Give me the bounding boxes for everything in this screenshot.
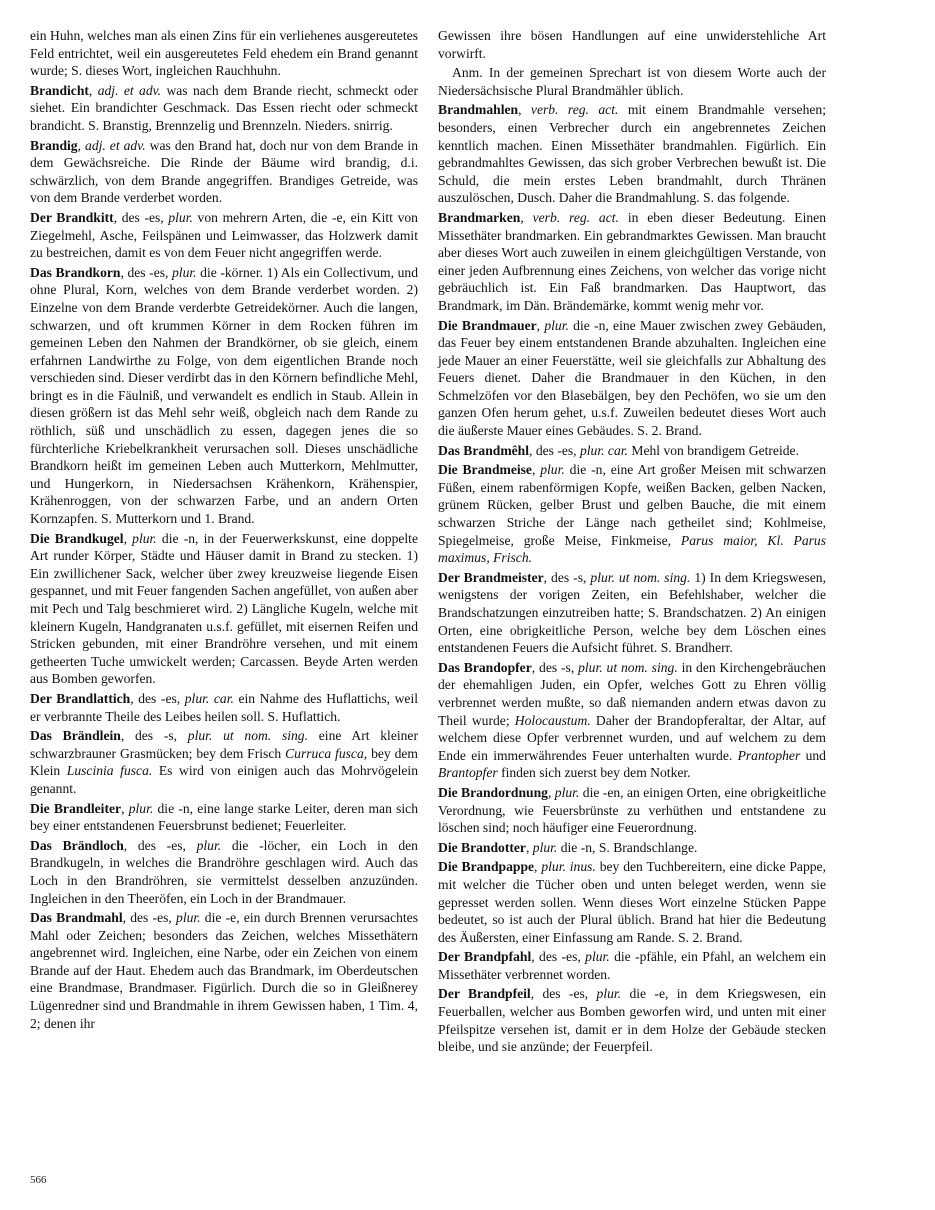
entry-headword: Das Brandopfer bbox=[438, 659, 532, 675]
entry-grammar: Luscinia fusca. bbox=[66, 763, 153, 779]
entry-text: die -löcher, ein Loch in den Brandkugeln, in welches die Brandröhre geschlagen wird. Auch das Loch in den Brandröhren, sie vermittelst desselben anzuzünden. Ingleichen in den Theeröfen, ein Loch in der Brandmauer. bbox=[30, 837, 418, 906]
left-column bbox=[30, 27, 418, 1034]
entry-text: Daher der Brandopferaltar, der Altar, auf welchem diese Opfer verbrennet wurden, und auf welchem zu dem Ende ein immerwährendes Feuer unterhalten wurde. bbox=[438, 712, 826, 763]
dictionary-entry bbox=[30, 530, 418, 688]
entry-grammar: plur. ut nom. sing. bbox=[590, 569, 691, 585]
entry-text: , des -es, bbox=[113, 209, 169, 225]
entry-grammar: plur. bbox=[544, 317, 569, 333]
dictionary-entry bbox=[438, 461, 826, 567]
entry-grammar: plur. ut nom. sing. bbox=[578, 659, 678, 675]
entry-text: 1) In dem Kriegswesen, wenigstens der vorigen Zeiten, ein Befehlshaber, welcher die Brandschatzungen einzutreiben hatte; S. Brandschatzen. 2) An einigen Orten, eine obrigkeitliche Person, welche bey dem Löschen eines entstandenen Feuers die Aufsicht führet. S. Brandherr. bbox=[438, 569, 826, 656]
entry-headword: Die Brandotter bbox=[438, 839, 526, 855]
entry-text: , bbox=[518, 102, 531, 118]
entry-text: , bbox=[531, 462, 541, 478]
entry-text: finden sich zuerst bey dem Notker. bbox=[497, 765, 691, 781]
entry-text: in eben dieser Bedeutung. Einen Missethäter brandmarken. Ein gebrandmarktes Gewissen. Man braucht aber dieses Wort auch zuweilen in einem gleichgültigen Verstande, von einer jeden Aufbrennung eines Zeichens, von welcher das vorige nicht gebräuchlich ist. Ein Faß brandmarken. Das Hauptwort, das Brandmark, im Dän. Brändemärke, kommt wenig mehr vor. bbox=[438, 209, 827, 313]
dictionary-entry bbox=[438, 858, 826, 946]
page-number: 566 bbox=[30, 1174, 47, 1186]
entry-grammar: plur. car. bbox=[184, 690, 234, 706]
entry-text: , bbox=[547, 784, 555, 800]
entry-grammar: plur. bbox=[176, 910, 201, 926]
entry-text: , des -es, bbox=[530, 986, 597, 1002]
entry-grammar: adj. et adv. bbox=[85, 137, 146, 153]
entry-grammar: plur. bbox=[540, 462, 565, 478]
entry-headword: Der Brandpfeil bbox=[438, 986, 531, 1002]
entry-text: mit einem Brandmahle versehen; besonders, einen Verbrecher durch ein angebrennetes Zeichen kenntlich machen. Einen Missethäter brandmahlen. Figürlich. Ein gebrandmahltes Gewissen, das sich grober Verbrechen bewußt ist. Die Schuld, die mein erstes Leben brandmahlt, durch Thränen auszulöschen, Dusch. Daher die Brandmahlung. S. das folgende. bbox=[438, 102, 826, 206]
entry-text: , bbox=[536, 317, 545, 333]
entry-headword: Das Brandmahl bbox=[30, 910, 123, 926]
entry-text: von mehrern Arten, die -e, ein Kitt von Ziegelmehl, Asche, Feilspänen und Leimwasser, das Holzwerk damit zu bestreichen, damit es von dem Feuer nicht angegriffen werde. bbox=[30, 209, 418, 261]
entry-text: die -en, an einigen Orten, eine obrigkeitliche Verordnung, wie Feuersbrünste zu verhüthen und entstandene zu löschen sind; noch häufiger eine Feuerordnung. bbox=[438, 784, 827, 836]
entry-text: die -n, S. Brandschlange. bbox=[557, 839, 698, 855]
dictionary-entry bbox=[30, 690, 418, 725]
dictionary-entry bbox=[30, 264, 418, 528]
entry-text: eine Art kleiner schwarzbrauner Grasmücken; bey dem Frisch bbox=[30, 728, 418, 761]
entry-grammar: plur. inus. bbox=[541, 859, 596, 875]
dictionary-entry bbox=[438, 27, 826, 62]
entry-text: die -körner. 1) Als ein Collectivum, und ohne Plural, Korn, welches von dem Brande verderbet worden. 2) Einzelne von dem Brande verderbte Getreidekörner. Auch die langen, schwarzen, und oft krummen Körner in dem Rocken führen im gemeinen Leben den Nahmen der Brandkörner, ob sie gleich, einem erfahrnen Landwirthe zu Folge, von dem eigentlichen Brande noch verschieden sind. Dieser verdirbt das in den Körnern befindliche Mehl, bringt es in die Fäulniß, und verwandelt es endlich in Staub. Allein in diesen größern ist das Mehl sehr weiß, obgleich nach dem Rande zu röthlich, süß und unschädlich zu essen, dagegen jenes die so fürchterliche Kriebelkrankheit verursachen soll. Dieses unschädliche Brandkorn heißt im gemeinen Leben auch Mutterkorn, Mehlmutter, und Hungerkorn, in Niedersachsen Krähenkorn, Krähenspier, Krähenroggen, von der schwarzen Farbe, und an andern Orten Kornzapfen. S. Mutterkorn und 1. Brand. bbox=[30, 264, 418, 527]
dictionary-entry bbox=[438, 209, 826, 315]
entry-text: , bbox=[123, 530, 133, 546]
dictionary-entry bbox=[438, 64, 826, 99]
entry-grammar: Brantopfer bbox=[438, 765, 498, 781]
dictionary-entry bbox=[30, 837, 418, 907]
entry-grammar: plur. bbox=[196, 837, 222, 853]
entry-text: , bbox=[520, 209, 533, 225]
dictionary-entry bbox=[438, 659, 826, 782]
entry-text: Es wird von einigen auch das Mohrvögelein genannt. bbox=[30, 763, 418, 796]
entry-headword: Die Brandmeise bbox=[438, 462, 532, 478]
dictionary-entry bbox=[438, 948, 826, 983]
entry-headword: Die Brandmauer bbox=[438, 317, 537, 333]
dictionary-entry bbox=[438, 784, 826, 837]
entry-headword: Brandicht bbox=[30, 82, 89, 98]
entry-headword: Brandmarken bbox=[438, 209, 521, 225]
entry-text: die -e, ein durch Brennen verursachtes Mahl oder Zeichen; besonders das Zeichen, welches Missethätern angebrennet wird. Ingleichen, eine Narbe, oder ein Zeichen von einem Brande auf der Haut. Ehedem auch das Brandmark, im Oberdeutschen eine Brandmase, Brandmaser. Figürlich. Durch die so in Gleißnerey Lügenredner sind und Brandmahle in ihrem Gewissen haben, 1 Tim. 4, 2; denen ihr bbox=[30, 910, 418, 1031]
entry-headword: Das Brändlein bbox=[30, 728, 121, 744]
entry-grammar: plur. bbox=[554, 784, 580, 800]
entry-headword: Die Brandpappe bbox=[438, 859, 535, 875]
entry-text: , des -es, bbox=[120, 264, 172, 280]
entry-grammar: verb. reg. act. bbox=[532, 209, 619, 225]
right-column bbox=[438, 27, 826, 1058]
entry-text: und bbox=[800, 747, 826, 763]
entry-text: ein Huhn, welches man als einen Zins für ein verliehenes ausgereutetes Feld entrichtet, weil ein ausgereutetes Feld ehedem ein Brand genannt wurde; S. dieses Wort, ingleichen Rauchhuhn. bbox=[30, 28, 418, 79]
entry-headword: Brandig bbox=[30, 137, 78, 153]
entry-text: , des -es, bbox=[122, 910, 177, 926]
entry-headword: Die Brandleiter bbox=[30, 800, 122, 816]
entry-grammar: plur. ut nom. sing. bbox=[187, 728, 309, 744]
dictionary-entry bbox=[30, 727, 418, 797]
entry-headword: Das Brandmêhl bbox=[438, 442, 530, 458]
dictionary-entry bbox=[30, 27, 418, 80]
entry-headword: Die Brandkugel bbox=[30, 530, 124, 546]
entry-text: die -e, in dem Kriegswesen, ein Feuerballen, welcher aus Bomben geworfen wird, und unten mit einer Pfeilspitze versehen ist, damit er in dem Holze der Gebäude stecken bleibe, und sie anzünde; der Feuerpfeil. bbox=[438, 986, 826, 1055]
entry-headword: Der Brandkitt bbox=[30, 209, 114, 225]
entry-text: Mehl von brandigem Getreide. bbox=[627, 442, 799, 458]
dictionary-entry bbox=[438, 442, 826, 460]
entry-text: bey den Tuchbereitern, eine dicke Pappe, mit welcher die Tücher oben und unten beleget werden, wenn sie gepresset werden sollen. Wenn dieses Wort einzelne Stücken Pappe bedeutet, so ist auch der Plural üblich. Brand hat hier die Bedeutung des Äußersten, einer Einfassung am Rande. S. 2. Brand. bbox=[438, 859, 826, 945]
entry-text: , bbox=[121, 800, 129, 816]
dictionary-entry bbox=[30, 137, 418, 207]
entry-grammar: plur. bbox=[585, 949, 610, 965]
entry-text: , des -es, bbox=[123, 837, 197, 853]
entry-headword: Das Brandkorn bbox=[30, 264, 121, 280]
entry-text: Gewissen ihre bösen Handlungen auf eine unwiderstehliche Art vorwirft. bbox=[438, 28, 826, 61]
entry-text: ein Nahme des Huflattichs, weil er verbrannte Theile des Leibes heilen soll. S. Huflattich. bbox=[30, 690, 418, 724]
entry-grammar: adj. et adv. bbox=[97, 82, 162, 98]
entry-headword: Die Brandordnung bbox=[438, 784, 548, 800]
entry-text: , des -s, bbox=[120, 728, 188, 744]
dictionary-entry bbox=[438, 317, 826, 440]
entry-headword: Der Brandpfahl bbox=[438, 949, 532, 965]
dictionary-entry bbox=[438, 839, 826, 857]
dictionary-entry bbox=[438, 985, 826, 1055]
entry-text: , des -es, bbox=[529, 442, 580, 458]
entry-grammar: Holocaustum. bbox=[514, 712, 591, 728]
entry-text: die -n, eine Mauer zwischen zwey Gebäuden, das Feuer bey einem entstandenen Brande abzuhalten. Ingleichen eine jede Mauer an einer Feuerstätte, weil sie gleichfalls zur Abhaltung des Feuers dienet. Daher die Brandmauer in den Küchen, in den Schmelzöfen vor den Blasebälgen, bey den Pechöfen, wo sie um den ganzen Ofen herum gehet, u.s.f. Zuweilen bedeutet dieses Wort auch die äußerste Mauer eines Gebäudes. S. 2. Brand. bbox=[438, 317, 827, 439]
entry-text: was nach dem Brande riecht, schmeckt oder siehet. Ein brandichter Geschmack. Das Essen riecht oder schmeckt brandicht. S. Branstig, Brennzelig und Brennzeln. Nieders. snirrig. bbox=[30, 82, 418, 133]
entry-grammar: plur. bbox=[128, 800, 154, 816]
entry-grammar: plur. car. bbox=[579, 442, 628, 458]
entry-text: in den Kirchengebräuchen der ehemahligen Juden, ein Opfer, welches Gott zu Ehren völlig verbrennet werden mußte, so daß niemanden andern etwas davon zu Theil wurde; bbox=[438, 659, 826, 728]
entry-text: die -n, in der Feuerwerkskunst, eine doppelte Art runder Körper, Städte und Häuser damit in Brand zu stecken. 1) Ein zwillichener Sack, welcher über zwey kreuzweise liegende Eisen gespannet, und mit Feuer fangenden Sachen angefüllet, von außen aber mit Pech und Talg beschmieret wird. 2) Längliche Kugeln, welche mit kleinern Kugeln, Handgranaten u.s.f. gefüllet, mit eisernen Reifen und Stricken gebunden, mit einer Brandröhre versehen, und mit einem getheerten Tuche umwickelt werden; Carcassen. Beyde Arten werden aus Bomben geworfen. bbox=[30, 530, 418, 687]
entry-grammar: plur. bbox=[596, 986, 622, 1002]
entry-text: , bbox=[88, 82, 98, 98]
entry-text: die -n, eine lange starke Leiter, deren man sich bey einer entstandenen Feuersbrunst bedienet; Feuerleiter. bbox=[30, 800, 419, 834]
entry-text: die -n, eine Art großer Meisen mit schwarzen Füßen, einem rabenförmigen Kopfe, weißen Backen, gelben Nacken, grünem Rücken, gelber Brust und gelben Bauche, die mit einem schwarzen Striche der Länge nach getheilet sind; Kohlmeise, Spiegelmeise, große Meise, Finkmeise, bbox=[438, 462, 826, 548]
dictionary-entry bbox=[30, 909, 418, 1032]
entry-text: , des -es, bbox=[130, 690, 185, 706]
entry-text: , des -s, bbox=[531, 659, 579, 675]
entry-grammar: plur. bbox=[172, 264, 197, 280]
entry-grammar: plur. bbox=[532, 839, 558, 855]
entry-grammar: plur. bbox=[132, 530, 157, 546]
entry-headword: Brandmahlen bbox=[438, 102, 519, 118]
entry-headword: Der Brandmeister bbox=[438, 569, 544, 585]
entry-text: die -pfähle, ein Pfahl, an welchem ein Missethäter verbrennet worden. bbox=[438, 949, 826, 982]
entry-grammar: plur. bbox=[168, 209, 193, 225]
dictionary-entry bbox=[30, 800, 418, 835]
entry-headword: Der Brandlattich bbox=[30, 690, 131, 706]
entry-text: , bbox=[534, 859, 542, 875]
dictionary-entry bbox=[438, 101, 826, 207]
entry-text: bey dem Klein bbox=[30, 745, 419, 779]
entry-grammar: Curruca fusca, bbox=[285, 745, 368, 761]
entry-grammar: Prantopher bbox=[737, 747, 801, 763]
dictionary-entry bbox=[30, 82, 418, 135]
entry-headword: Das Brändloch bbox=[30, 837, 124, 853]
dictionary-entry bbox=[30, 209, 418, 262]
entry-text: Anm. In der gemeinen Sprechart ist von diesem Worte auch der Niedersächsische Plural Brandmähler üblich. bbox=[438, 65, 826, 98]
dictionary-entry bbox=[438, 569, 826, 657]
entry-text: , bbox=[77, 137, 86, 153]
entry-text: , des -es, bbox=[531, 949, 586, 965]
entry-grammar: verb. reg. act. bbox=[530, 102, 619, 118]
entry-text: , bbox=[525, 839, 533, 855]
entry-grammar: Parus maior, Kl. Parus maximus, Frisch. bbox=[438, 532, 826, 566]
entry-text: , des -s, bbox=[543, 569, 591, 585]
entry-text: was den Brand hat, doch nur von dem Brande in dem Gewächsreiche. Die Rinde der Bäume wird brandig, d.i. schwärzlich, von dem Brande angegriffen. Brandiges Getreide, was von dem Brande verderbet worden. bbox=[30, 137, 418, 206]
